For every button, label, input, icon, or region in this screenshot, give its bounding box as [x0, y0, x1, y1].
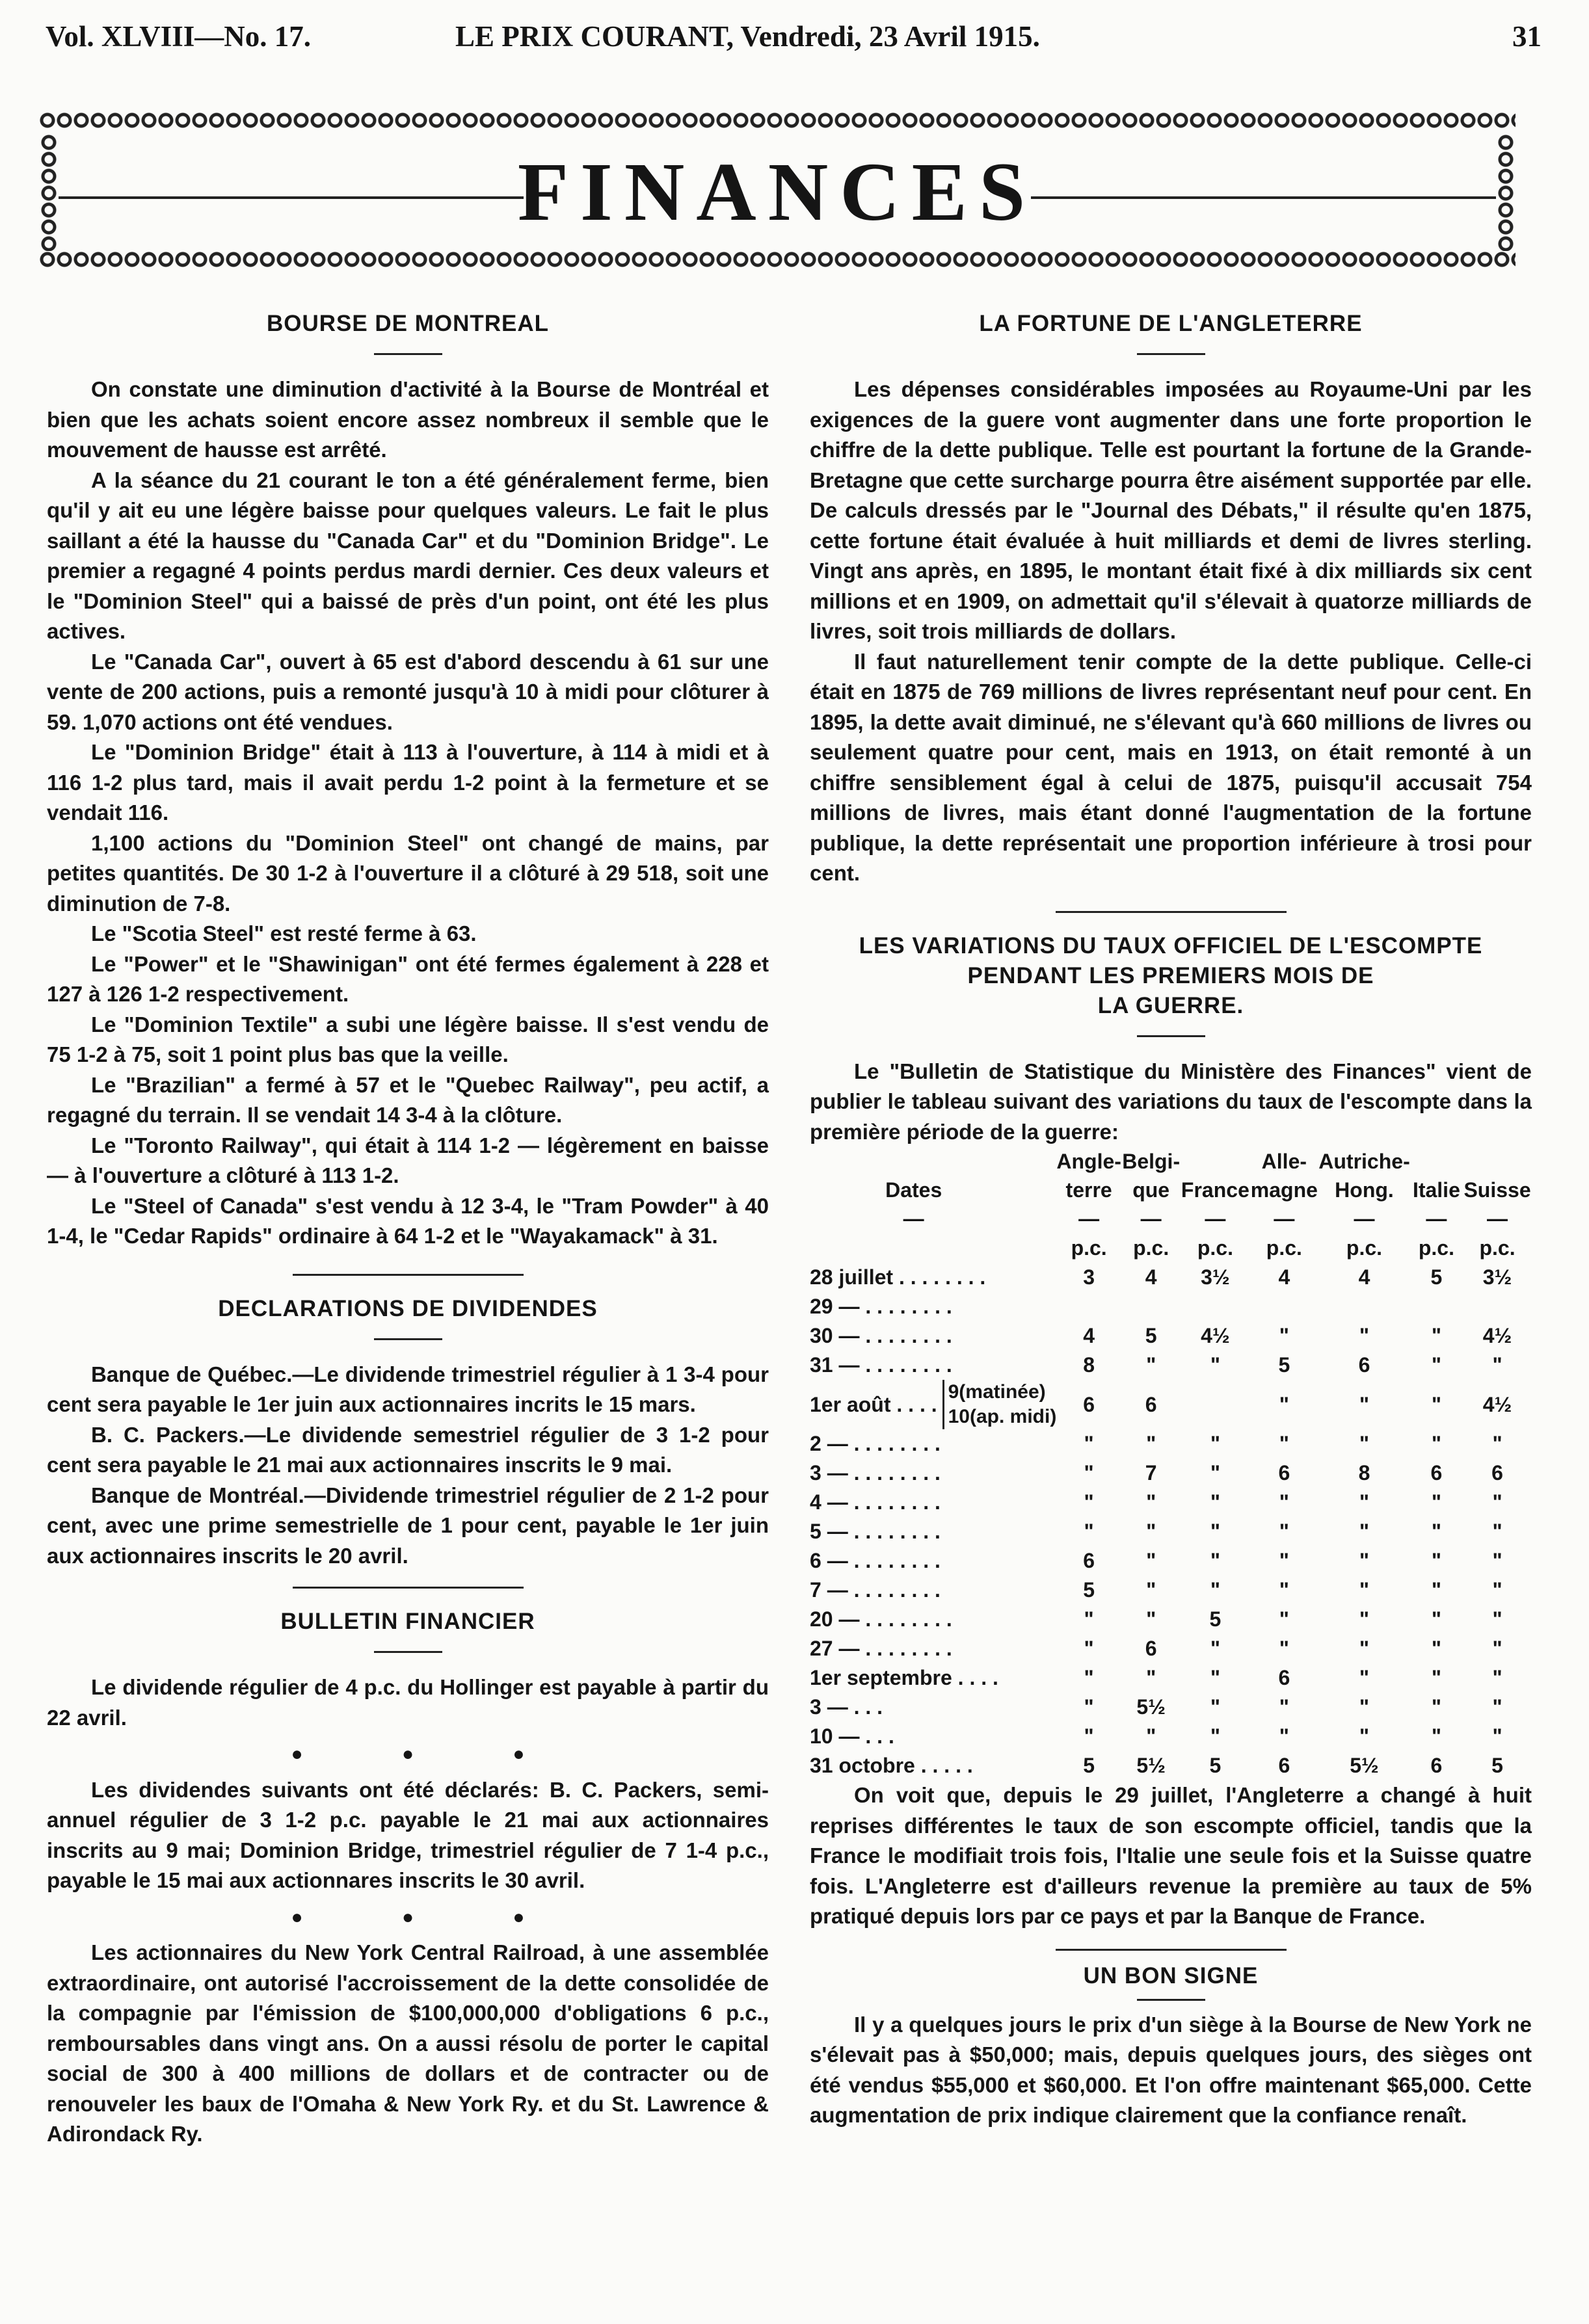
rate-cell: 5½ — [1136, 1754, 1166, 1777]
paragraph: Il y a quelques jours le prix d'un siège à la Bourse de New York ne s'élevait pas à $50,000; mais, depuis quelques jours, des sièges ont été vendus $55,000 et $60,000. Et l'on offre maintenant $65,000. Cette augmentation de prix indique clairement que la confiance renaît. — [810, 2012, 1532, 2127]
rate-cell: " — [1210, 1549, 1220, 1572]
section-divider — [293, 1274, 524, 1276]
row-date-label: 1er août . . . . — [810, 1392, 937, 1416]
article-title-line: LA GUERRE. — [1097, 992, 1244, 1018]
section-title: FINANCES — [517, 146, 1037, 238]
unit: p.c. — [1346, 1236, 1383, 1260]
title-rule — [1137, 1035, 1205, 1037]
row-date: 28 juillet . . . . . . . . — [810, 1265, 986, 1289]
title-rule — [1137, 353, 1205, 355]
rate-cell: " — [1210, 1578, 1220, 1602]
rate-cell: " — [1492, 1490, 1502, 1514]
unit: p.c. — [1071, 1236, 1107, 1260]
rate-cell: 4½ — [1482, 1392, 1512, 1416]
rate-cell: " — [1359, 1392, 1370, 1416]
paragraph: Le "Dominion Bridge" était à 113 à l'ouverture, à 114 à midi et à 116 1-2 plus tard, mais il avait perdu 1-2 point à la fermeture et se vendait 116. — [47, 740, 769, 825]
rate-cell: " — [1084, 1461, 1094, 1485]
volume-number: Vol. XLVIII—No. 17. — [46, 20, 312, 53]
rate-cell: " — [1431, 1324, 1441, 1347]
article-dividendes — [47, 1294, 769, 1572]
rate-cell: " — [1431, 1607, 1441, 1631]
rate-cell: 8 — [1358, 1461, 1370, 1485]
rate-cell: " — [1084, 1520, 1094, 1543]
page-header — [46, 20, 1542, 59]
dash: — — [1274, 1207, 1295, 1230]
rate-cell: 5 — [1491, 1754, 1503, 1777]
table-row — [810, 1634, 1532, 1663]
rate-cell: " — [1492, 1520, 1502, 1543]
rate-cell: 4 — [1278, 1265, 1290, 1289]
rate-cell: " — [1084, 1666, 1094, 1689]
column-header: Alle- — [1261, 1150, 1307, 1173]
rate-cell: 5½ — [1350, 1754, 1379, 1777]
table-row — [810, 1576, 1532, 1605]
dash: — — [1205, 1207, 1226, 1230]
column-header-dates: Dates — [885, 1178, 942, 1202]
paragraph: Le "Steel of Canada" s'est vendu à 12 3-4, le "Tram Powder" à 40 1-4, le "Cedar Rapids" ordinaire à 64 1-2 et le "Wayakamack" à 31. — [47, 1193, 769, 1248]
rate-cell: 8 — [1083, 1353, 1095, 1377]
rate-cell: " — [1279, 1637, 1289, 1660]
row-date: 5 — . . . . . . . . — [810, 1520, 941, 1543]
rate-cell — [1249, 1292, 1318, 1321]
column-header: Autriche- — [1318, 1150, 1410, 1173]
rate-cell: 6 — [1430, 1461, 1443, 1485]
paragraph: Le "Bulletin de Statistique du Ministère des Finances" vient de publier le tableau suivant des variations du taux de l'escompte dans la première période de la guerre: — [810, 1059, 1532, 1144]
row-date — [810, 1380, 1056, 1429]
rate-cell: 5 — [1145, 1324, 1157, 1347]
rate-cell: 6 — [1083, 1549, 1095, 1572]
rate-cell: " — [1492, 1578, 1502, 1602]
rate-cell: " — [1431, 1578, 1441, 1602]
rate-cell: 3½ — [1482, 1265, 1512, 1289]
dash: — — [1487, 1207, 1508, 1230]
banner-dots-top — [39, 111, 1516, 134]
paragraph: On constate une diminution d'activité à la Bourse de Montréal et bien que les achats soient encore assez nombreux il semble que le mouvement de hausse est arrêté. — [47, 377, 769, 462]
rate-cell: " — [1492, 1724, 1502, 1748]
row-date: 6 — . . . . . . . . — [810, 1549, 941, 1572]
row-date: 10 — . . . — [810, 1724, 894, 1748]
rate-cell: 6 — [1278, 1666, 1290, 1689]
table-row — [810, 1380, 1532, 1429]
paragraph: Banque de Montréal.—Dividende trimestriel régulier de 2 1-2 pour cent, avec une prime semestrielle de 1 pour cent, payable le 1er juin aux actionnaires inscrits le 20 avril. — [47, 1483, 769, 1568]
article-variations — [810, 931, 1532, 1932]
rate-cell: " — [1431, 1724, 1441, 1748]
unit: p.c. — [1266, 1236, 1302, 1260]
paragraph: Banque de Québec.—Le dividende trimestriel régulier à 1 3-4 pour cent sera payable le 1er juin aux actionnaires incrits le 15 mars. — [47, 1362, 769, 1416]
rate-cell: 5 — [1083, 1578, 1095, 1602]
title-rule — [374, 353, 442, 355]
rate-cell: " — [1210, 1432, 1220, 1455]
paragraph: B. C. Packers.—Le dividende semestriel régulier de 3 1-2 pour cent sera payable le 21 mai aux actionnaires inscrits le 9 mai. — [47, 1422, 769, 1477]
rate-cell: 6 — [1083, 1392, 1095, 1416]
rate-cell: " — [1210, 1666, 1220, 1689]
rate-cell: " — [1084, 1432, 1094, 1455]
bullet-separator: ● ● ● — [291, 1906, 572, 1928]
rate-cell: 5 — [1430, 1265, 1443, 1289]
dash: — — [1426, 1207, 1447, 1230]
table-unit-row — [810, 1234, 1532, 1263]
table-header-row — [810, 1176, 1532, 1204]
article-title: DECLARATIONS DE DIVIDENDES — [218, 1295, 598, 1321]
rate-cell: " — [1146, 1549, 1156, 1572]
column-header: magne — [1250, 1178, 1318, 1202]
rate-cell: " — [1359, 1549, 1370, 1572]
table-row — [810, 1292, 1532, 1321]
rate-cell: " — [1492, 1637, 1502, 1660]
rate-cell: " — [1279, 1607, 1289, 1631]
rate-cell: 5½ — [1136, 1695, 1166, 1719]
row-date: 31 octobre . . . . . — [810, 1754, 973, 1777]
table-row — [810, 1517, 1532, 1546]
rate-cell: " — [1431, 1549, 1441, 1572]
article-title: BOURSE DE MONTREAL — [266, 311, 550, 336]
row-date-sub — [942, 1380, 1057, 1429]
row-date: 2 — . . . . . . . . — [810, 1432, 941, 1455]
row-date: 7 — . . . . . . . . — [810, 1578, 941, 1602]
title-rule — [374, 1651, 442, 1653]
row-date: 3 — . . . . . . . . — [810, 1461, 941, 1485]
rate-cell: 6 — [1358, 1353, 1370, 1377]
rate-cell: " — [1359, 1637, 1370, 1660]
rate-cell: " — [1431, 1353, 1441, 1377]
publication-title: LE PRIX COURANT, Vendredi, 23 Avril 1915. — [455, 20, 1040, 53]
column-header: Angle- — [1056, 1150, 1121, 1173]
unit: p.c. — [1418, 1236, 1454, 1260]
rate-cell: " — [1359, 1607, 1370, 1631]
table-row — [810, 1663, 1532, 1693]
rate-cell: " — [1084, 1695, 1094, 1719]
rate-cell: 6 — [1278, 1461, 1290, 1485]
rate-cell: " — [1492, 1353, 1502, 1377]
rate-cell: 5 — [1209, 1607, 1222, 1631]
rate-cell: " — [1084, 1637, 1094, 1660]
paragraph: Les dépenses considérables imposées au Royaume-Uni par les exigences de la guere vont augmenter dans une forte proportion le chiffre de la dette publique. Telle est pourtant la fortune de la Grande-Bretagne que cette surcharge pourra être aisément supportée par elle. De calculs dressés par le "Journal des Débats," il résulte qu'en 1875, cette fortune était évaluée à huit milliards et demi de livres sterling. Vingt ans après, en 1895, le montant était fixé à dix milliards six cent millions et en 1909, on admettait qu'il s'élevait à quatorze milliards de livres, soit trois milliards de dollars. — [810, 377, 1532, 643]
rate-cell: " — [1431, 1666, 1441, 1689]
row-date: 4 — . . . . . . . . — [810, 1490, 941, 1514]
rate-cell: " — [1359, 1666, 1370, 1689]
rate-cell: " — [1359, 1490, 1370, 1514]
paragraph: 1,100 actions du "Dominion Steel" ont changé de mains, par petites quantités. De 30 1-2 à l'ouverture il a clôturé à 29 518, soit une diminution de 7-8. — [47, 830, 769, 916]
rate-cell: " — [1084, 1490, 1094, 1514]
rate-cell: " — [1279, 1578, 1289, 1602]
column-header: que — [1132, 1178, 1170, 1202]
table-body — [810, 1263, 1532, 1780]
table-row — [810, 1351, 1532, 1380]
right-column — [810, 309, 1532, 2131]
column-header — [1410, 1147, 1463, 1176]
banner-dots-bottom — [39, 250, 1516, 273]
title-rule — [1137, 1999, 1205, 2001]
table-row — [810, 1488, 1532, 1517]
article-title-line: LES VARIATIONS DU TAUX OFFICIEL DE L'ESCOMPTE — [859, 932, 1483, 958]
row-date: 1er septembre . . . . — [810, 1666, 998, 1689]
paragraph: Le "Canada Car", ouvert à 65 est d'abord descendu à 61 sur une vente de 200 actions, puis a remonté jusqu'à 10 à midi pour clôturer à 59. 1,070 actions ont été vendues. — [47, 649, 769, 734]
paragraph: Les dividendes suivants ont été déclarés: B. C. Packers, semi-annuel régulier de 3 1-2 p.c. payable le 21 mai aux actionnaires inscrits au 9 mai; Dominion Bridge, trimestriel régulier de 7 1-4 p.c., payable le 15 mai aux actionnares inscrits le 30 avril. — [47, 1777, 769, 1892]
rate-cell: " — [1359, 1695, 1370, 1719]
paragraph: Le "Power" et le "Shawinigan" ont été fermes également à 228 et 127 à 126 1-2 respectivement. — [47, 951, 769, 1006]
article-bulletin — [47, 1607, 769, 2150]
dash: — — [1354, 1207, 1375, 1230]
rate-cell: 4½ — [1201, 1324, 1230, 1347]
rate-cell: " — [1210, 1695, 1220, 1719]
rate-cell: 5 — [1209, 1754, 1222, 1777]
rate-cell: 6 — [1430, 1754, 1443, 1777]
rate-cell: " — [1279, 1695, 1289, 1719]
article-bourse — [47, 309, 769, 1252]
dash: — — [1078, 1207, 1100, 1230]
rate-cell — [1410, 1292, 1463, 1321]
rate-cell: 4½ — [1482, 1324, 1512, 1347]
table-header-row-top — [810, 1147, 1532, 1176]
rate-cell: " — [1084, 1607, 1094, 1631]
rate-cell — [1463, 1292, 1532, 1321]
rate-cell: " — [1431, 1520, 1441, 1543]
rate-cell: " — [1279, 1549, 1289, 1572]
column-header: France — [1181, 1178, 1249, 1202]
rate-cell — [1056, 1292, 1121, 1321]
rate-cell: " — [1146, 1490, 1156, 1514]
table-dash-row — [810, 1204, 1532, 1234]
rate-cell: " — [1359, 1578, 1370, 1602]
dash: — — [1140, 1207, 1162, 1230]
column-header: Belgi- — [1122, 1150, 1181, 1173]
rate-cell: " — [1279, 1490, 1289, 1514]
paragraph: Le "Dominion Textile" a subi une légère baisse. Il s'est vendu de 75 1-2 à 75, soit 1 point plus bas que la veille. — [47, 1012, 769, 1066]
paragraph: Le dividende régulier de 4 p.c. du Hollinger est payable à partir du 22 avril. — [47, 1675, 769, 1730]
article-bon-signe — [810, 1961, 1532, 2131]
rate-cell: " — [1146, 1578, 1156, 1602]
article-title: UN BON SIGNE — [1083, 1962, 1259, 1988]
rate-cell: " — [1359, 1432, 1370, 1455]
rate-cell — [1121, 1292, 1181, 1321]
rate-cell: 5 — [1278, 1353, 1290, 1377]
rate-cell: 7 — [1145, 1461, 1157, 1485]
unit: p.c. — [1479, 1236, 1516, 1260]
rate-cell: 6 — [1491, 1461, 1503, 1485]
row-date: 30 — . . . . . . . . — [810, 1324, 952, 1347]
row-date: 27 — . . . . . . . . — [810, 1637, 952, 1660]
rate-cell: 3 — [1083, 1265, 1095, 1289]
rate-cell: " — [1492, 1549, 1502, 1572]
sub-entry: 10(ap. midi) — [948, 1406, 1057, 1427]
finances-banner — [39, 111, 1516, 276]
discount-rate-table — [810, 1147, 1532, 1780]
rate-cell: 4 — [1145, 1265, 1157, 1289]
table-row — [810, 1605, 1532, 1634]
rate-cell: 4 — [1358, 1265, 1370, 1289]
rate-cell: " — [1146, 1666, 1156, 1689]
page-number: 31 — [1512, 20, 1542, 53]
paragraph: On voit que, depuis le 29 juillet, l'Angleterre a changé à huit reprises différentes le taux de son escompte officiel, tandis que la France le modifiait trois fois, l'Italie une seule fois et la Suisse quatre fois. L'Angleterre est d'ailleurs revenue la première au taux de 5% pratiqué depuis lors par ce pays et par la Banque de France. — [810, 1783, 1532, 1928]
rate-cell — [1181, 1380, 1249, 1429]
table-row — [810, 1693, 1532, 1722]
rate-cell: " — [1279, 1432, 1289, 1455]
rate-cell: " — [1146, 1724, 1156, 1748]
rate-cell: " — [1146, 1353, 1156, 1377]
table-row — [810, 1546, 1532, 1576]
paragraph: Le "Toronto Railway", qui était à 114 1-2 — légèrement en baisse — à l'ouverture a clôturé à 113 1-2. — [47, 1133, 769, 1187]
paragraph: Le "Brazilian" a fermé à 57 et le "Quebec Railway", peu actif, a regagné du terrain. Il se vendait 14 3-4 à la clôture. — [47, 1072, 769, 1127]
article-title: LA FORTUNE DE L'ANGLETERRE — [979, 311, 1363, 336]
row-date: 29 — . . . . . . . . — [810, 1295, 952, 1318]
rate-cell: " — [1279, 1520, 1289, 1543]
rate-cell: " — [1210, 1490, 1220, 1514]
rate-cell: 3½ — [1201, 1265, 1230, 1289]
rate-cell — [1318, 1292, 1409, 1321]
rate-cell: " — [1210, 1724, 1220, 1748]
rate-cell: " — [1359, 1724, 1370, 1748]
section-divider — [1056, 1949, 1287, 1951]
column-header: terre — [1065, 1178, 1112, 1202]
rate-cell: 6 — [1145, 1637, 1157, 1660]
paragraph: A la séance du 21 courant le ton a été généralement ferme, bien qu'il y ait eu une légère baisse pour quelques valeurs. Le fait le plus saillant a été la hausse du "Canada Car" et du "Dominion Bridge". Le premier a regagné 4 points perdus mardi dernier. Ces deux valeurs et le "Dominion Steel" qui a baissé de près d'un point, ont été les plus actives. — [47, 468, 769, 643]
left-column — [47, 309, 769, 2150]
rate-cell: " — [1279, 1392, 1289, 1416]
column-header: Italie — [1412, 1178, 1460, 1202]
rate-cell: " — [1431, 1637, 1441, 1660]
rate-cell: " — [1210, 1353, 1220, 1377]
rate-cell: " — [1279, 1324, 1289, 1347]
rate-cell: 6 — [1145, 1392, 1157, 1416]
rate-cell: 5 — [1083, 1754, 1095, 1777]
table-row — [810, 1429, 1532, 1459]
bullet-separator: ● ● ● — [291, 1743, 572, 1765]
rate-cell: " — [1210, 1461, 1220, 1485]
article-title-line: PENDANT LES PREMIERS MOIS DE — [967, 962, 1374, 988]
table-row — [810, 1722, 1532, 1751]
rate-cell: " — [1431, 1432, 1441, 1455]
table-row — [810, 1321, 1532, 1351]
rate-cell: " — [1431, 1490, 1441, 1514]
section-divider — [293, 1587, 524, 1589]
title-rule — [374, 1338, 442, 1340]
paragraph: Le "Scotia Steel" est resté ferme à 63. — [91, 921, 477, 945]
row-date: 3 — . . . — [810, 1695, 883, 1719]
sub-entry: 9(matinée) — [948, 1381, 1046, 1403]
rate-cell: " — [1359, 1520, 1370, 1543]
rate-cell: " — [1431, 1392, 1441, 1416]
section-divider — [1056, 911, 1287, 913]
table-row — [810, 1263, 1532, 1292]
rate-cell: " — [1492, 1695, 1502, 1719]
rate-cell: 6 — [1278, 1754, 1290, 1777]
paragraph: Il faut naturellement tenir compte de la dette publique. Celle-ci était en 1875 de 769 millions de livres représentant neuf pour cent. En 1895, la dette avait diminué, ne s'élevant qu'à 660 millions de livres ou seulement quatre pour cent, mais en 1913, on était remonté à un chiffre sensiblement égal à celui de 1875, puisqu'il accusait 754 millions de livres, mais étant donné l'augmentation de la fortune publique, la dette représentait une proportion inférieure à trosi pour cent. — [810, 649, 1532, 885]
column-header: Hong. — [1335, 1178, 1394, 1202]
table-row — [810, 1751, 1532, 1780]
rate-cell: " — [1359, 1324, 1370, 1347]
table-row — [810, 1459, 1532, 1488]
rate-cell: " — [1492, 1607, 1502, 1631]
rate-cell: " — [1084, 1724, 1094, 1748]
column-header — [1181, 1147, 1249, 1176]
rate-cell: " — [1279, 1724, 1289, 1748]
rate-cell: " — [1492, 1432, 1502, 1455]
unit: p.c. — [1197, 1236, 1233, 1260]
rate-cell: " — [1492, 1666, 1502, 1689]
unit: p.c. — [1133, 1236, 1169, 1260]
rate-cell: " — [1210, 1637, 1220, 1660]
column-header: Suisse — [1463, 1178, 1531, 1202]
article-title: BULLETIN FINANCIER — [280, 1609, 535, 1634]
rate-cell: " — [1146, 1520, 1156, 1543]
row-date: 31 — . . . . . . . . — [810, 1353, 952, 1377]
rate-cell: " — [1431, 1695, 1441, 1719]
column-header — [1463, 1147, 1532, 1176]
rate-cell: 4 — [1083, 1324, 1095, 1347]
rate-cell — [1181, 1292, 1249, 1321]
row-date: 20 — . . . . . . . . — [810, 1607, 952, 1631]
paragraph: Les actionnaires du New York Central Railroad, à une assemblée extraordinaire, ont autorisé l'accroissement de la dette consolidée de la compagnie par l'émission de $100,000,000 d'obligations 6 p.c., remboursables dans vingt ans. On a aussi résolu de porter le capital social de 300 à 400 millions de dollars et de contracter ou de renouveler les baux de l'Omaha & New York Ry. et du St. Lawrence & Adirondack Ry. — [47, 1940, 769, 2146]
dash: — — [903, 1207, 924, 1230]
rate-cell: " — [1210, 1520, 1220, 1543]
rate-cell: " — [1146, 1432, 1156, 1455]
article-fortune — [810, 309, 1532, 889]
rate-cell: " — [1146, 1607, 1156, 1631]
